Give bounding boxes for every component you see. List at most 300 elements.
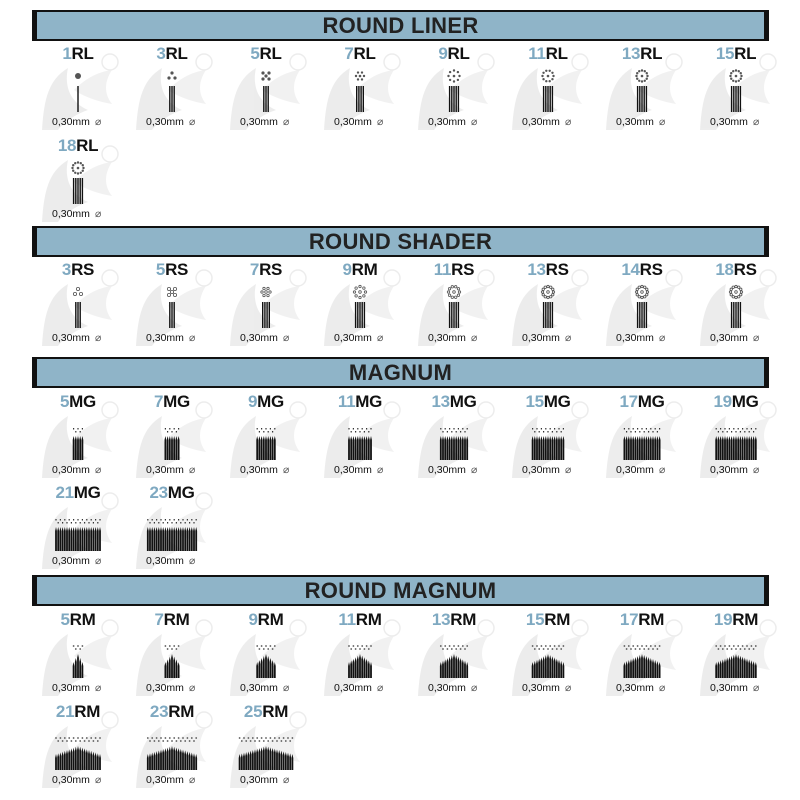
needle-code [502, 610, 594, 630]
diameter-symbol: ⌀ [94, 682, 102, 694]
needle-cell [596, 260, 688, 348]
needle-type: RS [165, 260, 189, 279]
diameter-symbol: ⌀ [752, 682, 760, 694]
needle-type: RM [544, 610, 571, 629]
needle-count: 18 [715, 260, 734, 279]
needle-count: 23 [149, 702, 169, 721]
needle-type: MG [69, 392, 96, 411]
needle-grouping-icon [32, 632, 124, 680]
needle-cell [502, 44, 594, 132]
needle-diameter [334, 464, 414, 476]
needle-cell [690, 392, 782, 480]
needle-diagram-rm-21 [55, 737, 101, 770]
needle-diameter [710, 116, 790, 128]
needle-code [220, 610, 312, 630]
needle-type: RL [165, 44, 188, 63]
section-title: ROUND SHADER [308, 228, 493, 254]
needle-grouping-icon [314, 414, 406, 462]
diameter-symbol: ⌀ [282, 116, 290, 128]
diameter-symbol: ⌀ [376, 332, 384, 344]
needle-grouping-icon [502, 66, 594, 114]
needle-grouping-icon [596, 66, 688, 114]
needle-count: 15 [715, 44, 735, 63]
needle-cell [690, 260, 782, 348]
diameter-symbol: ⌀ [188, 774, 196, 786]
needle-cell [126, 392, 218, 480]
needle-count: 11 [528, 44, 546, 63]
needle-type: RS [639, 260, 663, 279]
diameter-symbol: ⌀ [282, 682, 290, 694]
diameter-symbol: ⌀ [94, 555, 102, 567]
needle-diameter [428, 464, 508, 476]
needle-code [32, 392, 124, 412]
needle-count: 9 [248, 392, 258, 411]
needle-type: RS [259, 260, 283, 279]
needle-cell [314, 392, 406, 480]
diameter-symbol: ⌀ [470, 332, 478, 344]
needle-diagram-rs-18 [729, 285, 742, 328]
needle-cell [502, 392, 594, 480]
needle-diagram-rm-11 [348, 645, 372, 678]
needle-code [32, 610, 124, 630]
needle-code [126, 483, 218, 503]
needle-grouping-icon [408, 66, 500, 114]
needle-code [314, 610, 406, 630]
needle-diameter [146, 555, 226, 567]
needle-cell [126, 702, 218, 790]
needle-grouping-icon [502, 414, 594, 462]
needle-count: 13 [431, 610, 451, 629]
needle-code [126, 610, 218, 630]
needle-cell [690, 610, 782, 698]
needle-code [690, 260, 782, 280]
needle-diameter [428, 332, 508, 344]
needle-code [596, 392, 688, 412]
section-header-rl [32, 10, 769, 41]
needle-diagram-rs-14 [635, 285, 648, 328]
diameter-symbol: ⌀ [658, 464, 666, 476]
needle-grouping-icon [126, 414, 218, 462]
needle-diameter [240, 682, 320, 694]
needle-cell [32, 44, 124, 132]
diameter-value: 0,30mm [334, 332, 372, 344]
needle-grouping-icon [32, 724, 124, 772]
diameter-value: 0,30mm [52, 464, 90, 476]
needle-grouping-icon [220, 66, 312, 114]
needle-type: RL [545, 44, 568, 63]
needle-diagram-mg-5 [73, 428, 84, 460]
needle-code [32, 702, 124, 722]
diameter-value: 0,30mm [52, 332, 90, 344]
needle-type: RL [353, 44, 376, 63]
needle-diagram-rs-9 [353, 285, 366, 328]
needle-grouping-icon [126, 724, 218, 772]
needle-cell [502, 260, 594, 348]
needle-diameter [240, 116, 320, 128]
needle-cell [220, 702, 312, 790]
needle-diagram-rl-11 [541, 70, 554, 112]
needle-grouping-icon [32, 66, 124, 114]
needle-grouping-icon [314, 66, 406, 114]
diameter-symbol: ⌀ [188, 116, 196, 128]
needle-type: RL [76, 136, 99, 155]
needle-grouping-icon [32, 414, 124, 462]
diameter-symbol: ⌀ [188, 555, 196, 567]
needle-type: RM [262, 702, 289, 721]
diameter-value: 0,30mm [428, 464, 466, 476]
needle-grouping-icon [596, 414, 688, 462]
needle-diagram-rm-9 [256, 645, 275, 678]
needle-count: 5 [155, 260, 166, 279]
needle-count: 13 [527, 260, 546, 279]
needle-code [502, 44, 594, 64]
needle-type: RL [734, 44, 757, 63]
diameter-symbol: ⌀ [282, 464, 290, 476]
needle-cell [408, 610, 500, 698]
needle-diameter [710, 682, 790, 694]
needle-diameter [522, 682, 602, 694]
needle-code [502, 392, 594, 412]
diameter-symbol: ⌀ [752, 464, 760, 476]
needle-type: RS [451, 260, 475, 279]
section-header-rs [32, 226, 769, 257]
needle-diagram-rs-11 [447, 286, 460, 328]
needle-type: RM [638, 610, 665, 629]
needle-cell [126, 260, 218, 348]
needle-count: 9 [438, 44, 448, 63]
section-header-rm [32, 575, 769, 606]
needle-grouping-icon [32, 505, 124, 553]
needle-diameter [334, 116, 414, 128]
needle-diameter [52, 555, 132, 567]
needle-diameter [52, 774, 132, 786]
needle-code [314, 260, 406, 280]
diameter-value: 0,30mm [334, 464, 372, 476]
needle-diameter [616, 332, 696, 344]
diameter-symbol: ⌀ [752, 332, 760, 344]
needle-diagram-rl-3 [167, 71, 176, 112]
needle-diagram-rl-9 [447, 69, 460, 112]
needle-code [220, 44, 312, 64]
needle-type: RL [71, 44, 94, 63]
needle-cell [220, 44, 312, 132]
diameter-value: 0,30mm [52, 774, 90, 786]
needle-grouping-icon [408, 282, 500, 330]
diameter-value: 0,30mm [240, 682, 278, 694]
needle-count: 17 [619, 392, 638, 411]
needle-type: RM [74, 702, 101, 721]
needle-cell [408, 392, 500, 480]
needle-count: 7 [154, 610, 164, 629]
needle-diameter [146, 332, 226, 344]
needle-diagram-rl-18 [71, 161, 84, 204]
needle-count: 15 [525, 392, 544, 411]
needle-count: 13 [431, 392, 450, 411]
needle-code [220, 260, 312, 280]
needle-cell [32, 260, 124, 348]
needle-type: RL [447, 44, 470, 63]
diameter-value: 0,30mm [52, 555, 90, 567]
needle-diagram-rs-7 [261, 287, 271, 328]
needle-grouping-icon [690, 282, 782, 330]
needle-diameter [522, 332, 602, 344]
needle-diameter [52, 464, 132, 476]
needle-diameter [710, 332, 790, 344]
diameter-value: 0,30mm [616, 116, 654, 128]
needle-code [502, 260, 594, 280]
needle-diameter [52, 116, 132, 128]
needle-diameter [146, 464, 226, 476]
needle-diagram-rl-7 [355, 71, 365, 112]
needle-diagram-rm-13 [440, 645, 468, 678]
needle-diagram-mg-9 [256, 428, 275, 460]
needle-diagram-rl-13 [635, 69, 648, 112]
needle-diagram-rm-23 [147, 737, 197, 770]
diameter-value: 0,30mm [146, 555, 184, 567]
section-header-mg [32, 357, 769, 388]
needle-diagram-mg-15 [532, 428, 565, 460]
needle-cell [32, 702, 124, 790]
diameter-value: 0,30mm [710, 682, 748, 694]
diameter-value: 0,30mm [146, 682, 184, 694]
diameter-symbol: ⌀ [658, 332, 666, 344]
diameter-value: 0,30mm [522, 332, 560, 344]
diameter-value: 0,30mm [52, 116, 90, 128]
needle-code [32, 136, 124, 156]
diameter-value: 0,30mm [428, 116, 466, 128]
diameter-value: 0,30mm [616, 332, 654, 344]
needle-code [596, 610, 688, 630]
needle-grouping-icon [690, 66, 782, 114]
needle-type: MG [543, 392, 571, 411]
needle-code [408, 610, 500, 630]
needle-code [408, 44, 500, 64]
diameter-symbol: ⌀ [658, 116, 666, 128]
needle-diagram-rm-25 [239, 737, 294, 770]
diameter-symbol: ⌀ [94, 464, 102, 476]
needle-grouping-icon [126, 66, 218, 114]
section-title: ROUND MAGNUM [304, 577, 497, 603]
needle-code [32, 483, 124, 503]
needle-grouping-icon [220, 282, 312, 330]
needle-diameter [616, 116, 696, 128]
diameter-value: 0,30mm [240, 464, 278, 476]
needle-count: 18 [57, 136, 77, 155]
needle-diameter [146, 682, 226, 694]
needle-diagram-rs-13 [541, 285, 554, 328]
needle-diagram-rm-5 [73, 645, 84, 678]
needle-diagram-mg-11 [348, 428, 372, 460]
needle-count: 14 [621, 260, 640, 279]
needle-diagram-mg-21 [55, 519, 101, 551]
needle-diagram-mg-23 [147, 519, 197, 551]
needle-cell [220, 392, 312, 480]
needle-grouping-icon [596, 282, 688, 330]
needle-count: 5 [250, 44, 260, 63]
diameter-value: 0,30mm [240, 116, 278, 128]
diameter-symbol: ⌀ [564, 116, 572, 128]
needle-grouping-icon [502, 632, 594, 680]
needle-grouping-icon [690, 414, 782, 462]
diameter-symbol: ⌀ [470, 682, 478, 694]
needle-count: 15 [525, 610, 545, 629]
needle-type: RM [257, 610, 284, 629]
needle-cell [220, 260, 312, 348]
needle-type: RL [640, 44, 663, 63]
needle-type: MG [449, 392, 477, 411]
needle-code [690, 610, 782, 630]
needle-cell [314, 610, 406, 698]
needle-grouping-icon [32, 282, 124, 330]
section-title: MAGNUM [348, 359, 453, 385]
diameter-symbol: ⌀ [282, 332, 290, 344]
diameter-value: 0,30mm [146, 464, 184, 476]
diameter-value: 0,30mm [522, 682, 560, 694]
needle-code [314, 44, 406, 64]
diameter-symbol: ⌀ [658, 682, 666, 694]
needle-count: 11 [337, 392, 356, 411]
diameter-value: 0,30mm [334, 682, 372, 694]
diameter-value: 0,30mm [52, 208, 90, 220]
section-title: ROUND LINER [322, 12, 479, 38]
needle-grouping-icon [126, 505, 218, 553]
needle-code [690, 392, 782, 412]
diameter-value: 0,30mm [710, 332, 748, 344]
diameter-value: 0,30mm [240, 774, 278, 786]
needle-cell [32, 610, 124, 698]
needle-diagram-rm-15 [532, 645, 565, 678]
needle-diameter [334, 332, 414, 344]
needle-code [314, 392, 406, 412]
needle-cell [220, 610, 312, 698]
needle-type: MG [163, 392, 190, 411]
diameter-symbol: ⌀ [94, 116, 102, 128]
diameter-symbol: ⌀ [188, 682, 196, 694]
needle-diagram-mg-13 [440, 428, 468, 460]
needle-type: RM [168, 702, 195, 721]
needle-count: 11 [433, 260, 452, 279]
needle-type: RS [71, 260, 95, 279]
needle-cell [596, 610, 688, 698]
diameter-value: 0,30mm [52, 682, 90, 694]
needle-grouping-icon [408, 632, 500, 680]
needle-cell [314, 44, 406, 132]
needle-diameter [146, 774, 226, 786]
diameter-symbol: ⌀ [564, 682, 572, 694]
needle-cell [502, 610, 594, 698]
diameter-symbol: ⌀ [376, 464, 384, 476]
needle-cell [126, 610, 218, 698]
needle-diameter [334, 682, 414, 694]
needle-diagram-rl-15 [729, 69, 742, 112]
needle-grouping-icon [220, 724, 312, 772]
needle-diagram-rs-5 [167, 287, 176, 328]
needle-count: 9 [342, 260, 352, 279]
diameter-symbol: ⌀ [470, 464, 478, 476]
needle-diameter [428, 116, 508, 128]
needle-count: 9 [248, 610, 258, 629]
needle-type: RM [355, 610, 382, 629]
needle-diameter [146, 116, 226, 128]
needle-diameter [710, 464, 790, 476]
needle-count: 17 [619, 610, 639, 629]
diameter-value: 0,30mm [428, 682, 466, 694]
needle-count: 11 [338, 610, 356, 629]
diameter-symbol: ⌀ [376, 682, 384, 694]
needle-count: 7 [154, 392, 164, 411]
needle-count: 5 [60, 610, 70, 629]
needle-grouping-icon [126, 632, 218, 680]
needle-diameter [240, 464, 320, 476]
needle-code [126, 392, 218, 412]
needle-code [690, 44, 782, 64]
needle-count: 19 [713, 392, 732, 411]
needle-diagram-mg-7 [165, 428, 180, 460]
needle-type: MG [73, 483, 101, 502]
diameter-value: 0,30mm [522, 116, 560, 128]
needle-code [220, 392, 312, 412]
needle-diameter [522, 464, 602, 476]
diameter-value: 0,30mm [616, 464, 654, 476]
needle-diagram-rl-1 [75, 73, 81, 112]
needle-cell [690, 44, 782, 132]
diameter-value: 0,30mm [522, 464, 560, 476]
needle-count: 13 [621, 44, 641, 63]
needle-count: 19 [713, 610, 733, 629]
needle-diameter [52, 682, 132, 694]
diameter-value: 0,30mm [146, 774, 184, 786]
needle-grouping-icon [690, 632, 782, 680]
needle-cell [32, 392, 124, 480]
needle-count: 5 [60, 392, 70, 411]
needle-count: 25 [243, 702, 263, 721]
diameter-symbol: ⌀ [564, 464, 572, 476]
needle-type: MG [355, 392, 383, 411]
needle-code [408, 392, 500, 412]
needle-type: MG [167, 483, 195, 502]
diameter-symbol: ⌀ [94, 332, 102, 344]
needle-diameter [428, 682, 508, 694]
diameter-value: 0,30mm [710, 464, 748, 476]
needle-diagram-rm-17 [624, 645, 661, 678]
needle-type: MG [257, 392, 284, 411]
needle-count: 21 [55, 702, 75, 721]
needle-count: 21 [55, 483, 74, 502]
needle-diameter [240, 332, 320, 344]
needle-cell [314, 260, 406, 348]
needle-type: RS [545, 260, 569, 279]
diameter-value: 0,30mm [334, 116, 372, 128]
needle-code [596, 260, 688, 280]
needle-diagram-rm-7 [165, 645, 180, 678]
needle-grouping-icon [596, 632, 688, 680]
needle-cell [126, 483, 218, 571]
needle-code [32, 44, 124, 64]
needle-cell [126, 44, 218, 132]
diameter-symbol: ⌀ [188, 332, 196, 344]
needle-type: RM [69, 610, 96, 629]
needle-type: MG [731, 392, 759, 411]
needle-cell [596, 44, 688, 132]
needle-diameter [616, 464, 696, 476]
needle-cell [408, 44, 500, 132]
diameter-value: 0,30mm [616, 682, 654, 694]
needle-grouping-icon [220, 414, 312, 462]
needle-grouping-icon [32, 158, 124, 206]
needle-grouping-icon [314, 632, 406, 680]
needle-diagram-rm-19 [715, 645, 756, 678]
needle-diameter [240, 774, 320, 786]
